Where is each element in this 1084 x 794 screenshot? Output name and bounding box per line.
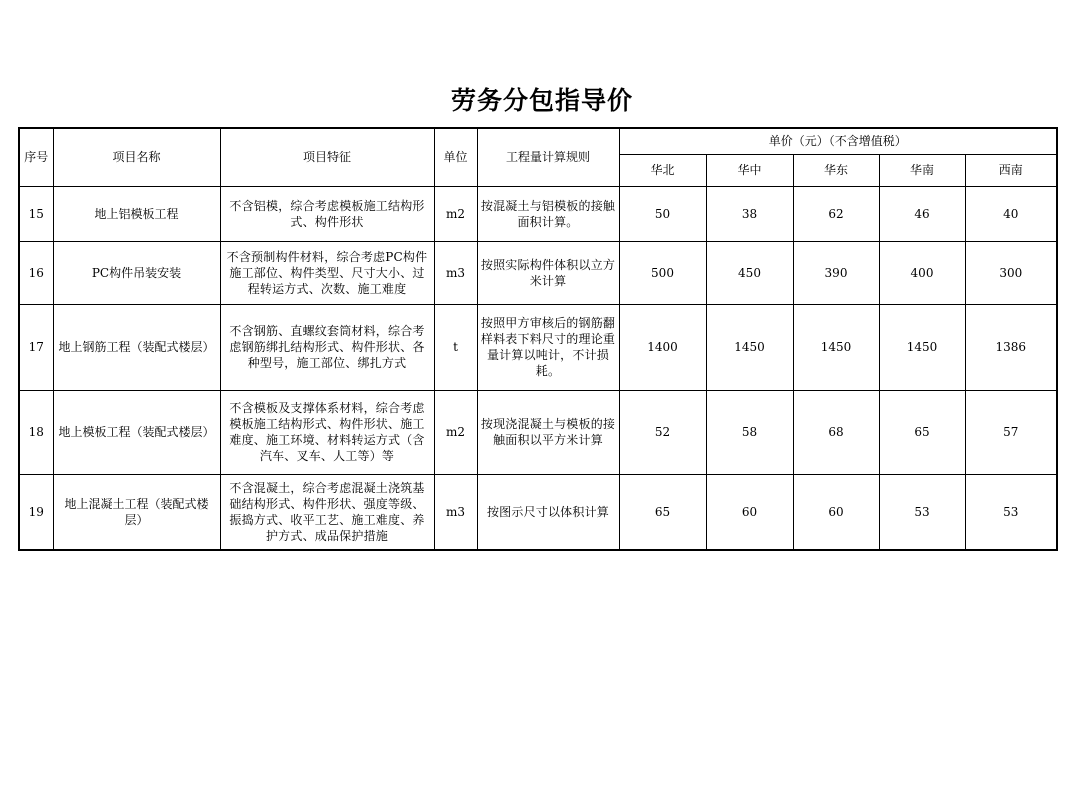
cell-name: 地上模板工程（装配式楼层） bbox=[53, 390, 220, 474]
header-region-central: 华中 bbox=[706, 154, 793, 186]
cell-feature: 不含混凝土，综合考虑混凝土浇筑基础结构形式、构件形状、强度等级、振捣方式、收平工艺、施工难度、养护方式、成品保护措施 bbox=[220, 474, 434, 550]
cell-rule: 按照甲方审核后的钢筋翻样料表下料尺寸的理论重量计算以吨计，不计损耗。 bbox=[477, 304, 619, 390]
cell-price-south: 65 bbox=[879, 390, 965, 474]
header-rule: 工程量计算规则 bbox=[477, 128, 619, 186]
header-unit: 单位 bbox=[434, 128, 477, 186]
cell-feature: 不含钢筋、直螺纹套筒材料，综合考虑钢筋绑扎结构形式、构件形状、各种型号，施工部位、绑扎方式 bbox=[220, 304, 434, 390]
table-row bbox=[19, 186, 1057, 241]
cell-unit: m3 bbox=[434, 241, 477, 304]
header-name: 项目名称 bbox=[53, 128, 220, 186]
table-row bbox=[19, 304, 1057, 390]
cell-price-southwest: 53 bbox=[965, 474, 1057, 550]
price-table bbox=[18, 127, 1058, 551]
cell-price-southwest: 300 bbox=[965, 241, 1057, 304]
table-row bbox=[19, 474, 1057, 550]
cell-price-south: 53 bbox=[879, 474, 965, 550]
header-region-north: 华北 bbox=[619, 154, 706, 186]
cell-price-southwest: 40 bbox=[965, 186, 1057, 241]
cell-feature: 不含预制构件材料，综合考虑PC构件施工部位、构件类型、尺寸大小、过程转运方式、次数、施工难度 bbox=[220, 241, 434, 304]
cell-price-north: 52 bbox=[619, 390, 706, 474]
cell-name: 地上钢筋工程（装配式楼层） bbox=[53, 304, 220, 390]
header-feature: 项目特征 bbox=[220, 128, 434, 186]
cell-unit: m2 bbox=[434, 186, 477, 241]
cell-price-north: 1400 bbox=[619, 304, 706, 390]
cell-price-southwest: 1386 bbox=[965, 304, 1057, 390]
cell-unit: t bbox=[434, 304, 477, 390]
cell-price-central: 60 bbox=[706, 474, 793, 550]
cell-seq: 16 bbox=[19, 241, 53, 304]
cell-price-north: 500 bbox=[619, 241, 706, 304]
cell-seq: 19 bbox=[19, 474, 53, 550]
cell-unit: m3 bbox=[434, 474, 477, 550]
cell-price-east: 60 bbox=[793, 474, 879, 550]
cell-name: 地上混凝土工程（装配式楼层） bbox=[53, 474, 220, 550]
cell-rule: 按现浇混凝土与模板的接触面积以平方米计算 bbox=[477, 390, 619, 474]
cell-price-east: 390 bbox=[793, 241, 879, 304]
cell-price-central: 1450 bbox=[706, 304, 793, 390]
cell-rule: 按混凝土与铝模板的接触面积计算。 bbox=[477, 186, 619, 241]
header-region-south: 华南 bbox=[879, 154, 965, 186]
cell-rule: 按图示尺寸以体积计算 bbox=[477, 474, 619, 550]
header-region-southwest: 西南 bbox=[965, 154, 1057, 186]
cell-feature: 不含模板及支撑体系材料，综合考虑模板施工结构形式、构件形状、施工难度、施工环境、材料转运方式（含汽车、叉车、人工等）等 bbox=[220, 390, 434, 474]
cell-price-central: 38 bbox=[706, 186, 793, 241]
cell-price-south: 400 bbox=[879, 241, 965, 304]
cell-seq: 15 bbox=[19, 186, 53, 241]
header-seq: 序号 bbox=[19, 128, 53, 186]
header-row-top bbox=[19, 128, 1057, 154]
cell-feature: 不含铝模，综合考虑模板施工结构形式、构件形状 bbox=[220, 186, 434, 241]
cell-price-east: 68 bbox=[793, 390, 879, 474]
header-price-group: 单价（元）（不含增值税） bbox=[619, 128, 1057, 154]
table-row bbox=[19, 241, 1057, 304]
cell-seq: 17 bbox=[19, 304, 53, 390]
cell-price-north: 50 bbox=[619, 186, 706, 241]
cell-price-central: 58 bbox=[706, 390, 793, 474]
cell-price-central: 450 bbox=[706, 241, 793, 304]
table-row bbox=[19, 390, 1057, 474]
cell-name: PC构件吊装安装 bbox=[53, 241, 220, 304]
cell-seq: 18 bbox=[19, 390, 53, 474]
cell-price-north: 65 bbox=[619, 474, 706, 550]
cell-price-east: 62 bbox=[793, 186, 879, 241]
cell-rule: 按照实际构件体积以立方米计算 bbox=[477, 241, 619, 304]
cell-price-south: 1450 bbox=[879, 304, 965, 390]
cell-name: 地上铝模板工程 bbox=[53, 186, 220, 241]
cell-price-south: 46 bbox=[879, 186, 965, 241]
cell-unit: m2 bbox=[434, 390, 477, 474]
page-title: 劳务分包指导价 bbox=[450, 86, 633, 115]
cell-price-southwest: 57 bbox=[965, 390, 1057, 474]
cell-price-east: 1450 bbox=[793, 304, 879, 390]
header-region-east: 华东 bbox=[793, 154, 879, 186]
